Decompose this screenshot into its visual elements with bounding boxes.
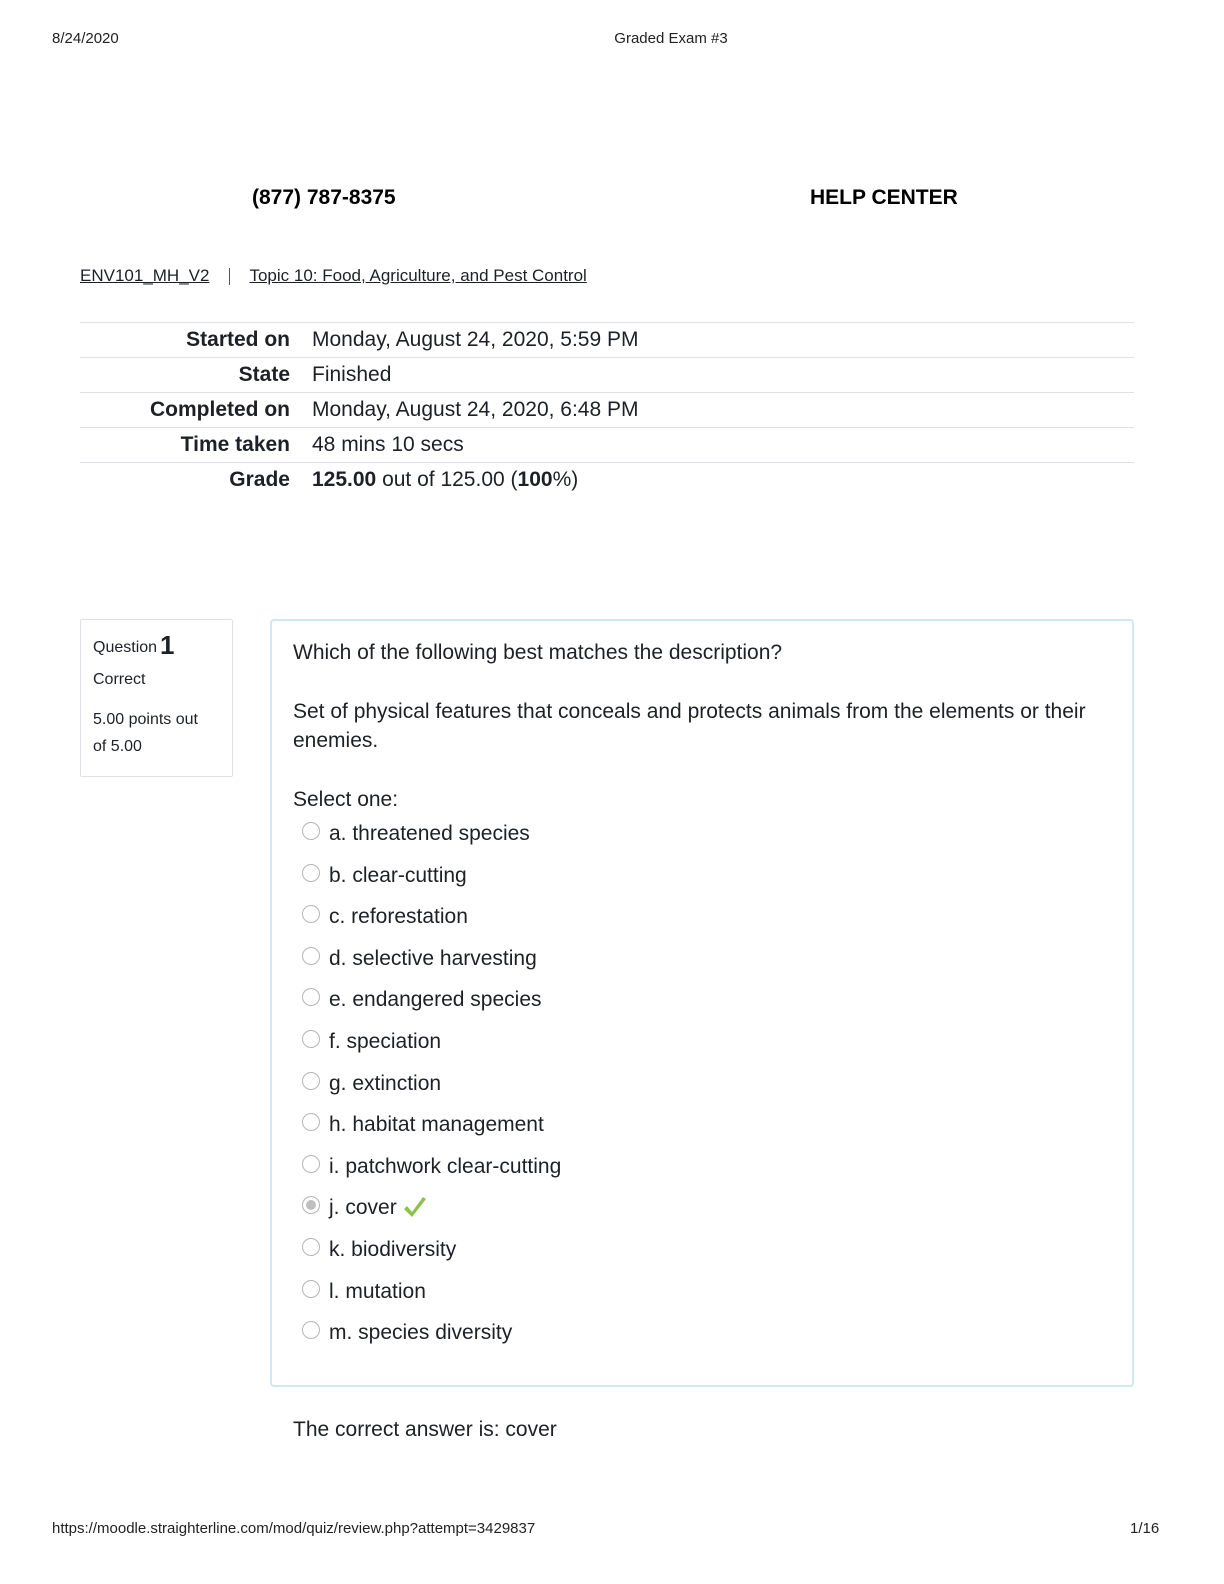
answer-option[interactable] bbox=[302, 1280, 426, 1304]
answer-option[interactable] bbox=[302, 1155, 561, 1179]
radio-button[interactable] bbox=[302, 1321, 320, 1339]
breadcrumb bbox=[80, 266, 587, 286]
radio-button[interactable] bbox=[302, 1113, 320, 1131]
radio-button[interactable] bbox=[302, 947, 320, 965]
breadcrumb-separator bbox=[229, 268, 230, 285]
option-label: j. cover bbox=[329, 1196, 397, 1219]
radio-button[interactable] bbox=[302, 822, 320, 840]
option-label: e. endangered species bbox=[329, 988, 542, 1011]
answer-option[interactable] bbox=[302, 947, 537, 971]
grade-percent-suffix: %) bbox=[552, 468, 579, 491]
option-label: g. extinction bbox=[329, 1072, 442, 1095]
question-state: Correct bbox=[93, 671, 146, 688]
started-value: Monday, August 24, 2020, 5:59 PM bbox=[312, 328, 639, 351]
started-label: Started on bbox=[186, 328, 290, 351]
answer-option[interactable] bbox=[302, 905, 468, 929]
print-title: Graded Exam #3 bbox=[614, 30, 728, 47]
option-label: a. threatened species bbox=[329, 822, 530, 845]
grade-value bbox=[312, 463, 1134, 498]
radio-button[interactable] bbox=[302, 864, 320, 882]
option-label: f. speciation bbox=[329, 1030, 442, 1053]
answer-option[interactable] bbox=[302, 864, 467, 888]
grade-out-of: out of 125.00 ( bbox=[376, 468, 518, 491]
print-footer-page: 1/16 bbox=[1130, 1520, 1160, 1537]
option-label: d. selective harvesting bbox=[329, 947, 537, 970]
summary-row-grade bbox=[80, 463, 1134, 498]
answer-option[interactable] bbox=[302, 822, 530, 846]
question-number-value: 1 bbox=[160, 630, 175, 660]
attempt-summary-table bbox=[80, 322, 1134, 497]
radio-button[interactable] bbox=[302, 1030, 320, 1048]
radio-button[interactable] bbox=[302, 1280, 320, 1298]
answer-option[interactable] bbox=[302, 1030, 441, 1054]
grade-score: 125.00 bbox=[312, 468, 377, 491]
question-text: Which of the following best matches the description? bbox=[293, 641, 783, 664]
completed-value: Monday, August 24, 2020, 6:48 PM bbox=[312, 398, 639, 421]
summary-row-state bbox=[80, 358, 1134, 393]
question-label: Question bbox=[93, 639, 158, 656]
breadcrumb-topic-link[interactable]: Topic 10: Food, Agriculture, and Pest Control bbox=[249, 266, 587, 285]
radio-button-checked[interactable] bbox=[302, 1196, 320, 1214]
breadcrumb-course-link[interactable]: ENV101_MH_V2 bbox=[80, 266, 210, 285]
phone-number[interactable]: (877) 787-8375 bbox=[252, 186, 396, 209]
question-grade bbox=[93, 706, 220, 760]
option-label: i. patchwork clear-cutting bbox=[329, 1155, 562, 1178]
summary-row-time bbox=[80, 428, 1134, 463]
print-date: 8/24/2020 bbox=[52, 30, 119, 47]
help-center-link[interactable]: HELP CENTER bbox=[810, 186, 958, 209]
correct-answer-feedback: The correct answer is: cover bbox=[293, 1418, 557, 1441]
answer-option[interactable] bbox=[302, 1321, 512, 1345]
answer-option-selected[interactable] bbox=[302, 1195, 428, 1221]
question-description: Set of physical features that conceals and protects animals from the elements or their enemies. bbox=[293, 700, 1086, 752]
correct-check-icon bbox=[402, 1195, 428, 1221]
radio-button[interactable] bbox=[302, 988, 320, 1006]
summary-row-started bbox=[80, 323, 1134, 358]
grade-percent: 100 bbox=[517, 468, 553, 491]
state-value: Finished bbox=[312, 363, 392, 386]
answer-option[interactable] bbox=[302, 1113, 544, 1137]
question-points-line1: 5.00 points out bbox=[93, 711, 198, 728]
select-one-prompt: Select one: bbox=[293, 788, 399, 811]
grade-label: Grade bbox=[229, 468, 290, 491]
option-label: c. reforestation bbox=[329, 905, 468, 928]
answer-option[interactable] bbox=[302, 988, 542, 1012]
question-number bbox=[93, 630, 220, 661]
question-info-box bbox=[80, 619, 233, 777]
radio-button[interactable] bbox=[302, 1155, 320, 1173]
print-footer-url: https://moodle.straighterline.com/mod/quiz/review.php?attempt=3429837 bbox=[52, 1520, 536, 1537]
completed-label: Completed on bbox=[150, 398, 290, 421]
option-label: l. mutation bbox=[329, 1280, 426, 1303]
answer-option[interactable] bbox=[302, 1238, 456, 1262]
summary-row-completed bbox=[80, 393, 1134, 428]
answer-option[interactable] bbox=[302, 1072, 441, 1096]
state-label: State bbox=[238, 363, 290, 386]
option-label: h. habitat management bbox=[329, 1113, 544, 1136]
option-label: k. biodiversity bbox=[329, 1238, 457, 1261]
option-label: m. species diversity bbox=[329, 1321, 513, 1344]
question-points-line2: of 5.00 bbox=[93, 738, 142, 755]
time-taken-label: Time taken bbox=[180, 433, 290, 456]
option-label: b. clear-cutting bbox=[329, 864, 467, 887]
radio-button[interactable] bbox=[302, 1238, 320, 1256]
radio-button[interactable] bbox=[302, 905, 320, 923]
time-taken-value: 48 mins 10 secs bbox=[312, 433, 464, 456]
radio-button[interactable] bbox=[302, 1072, 320, 1090]
